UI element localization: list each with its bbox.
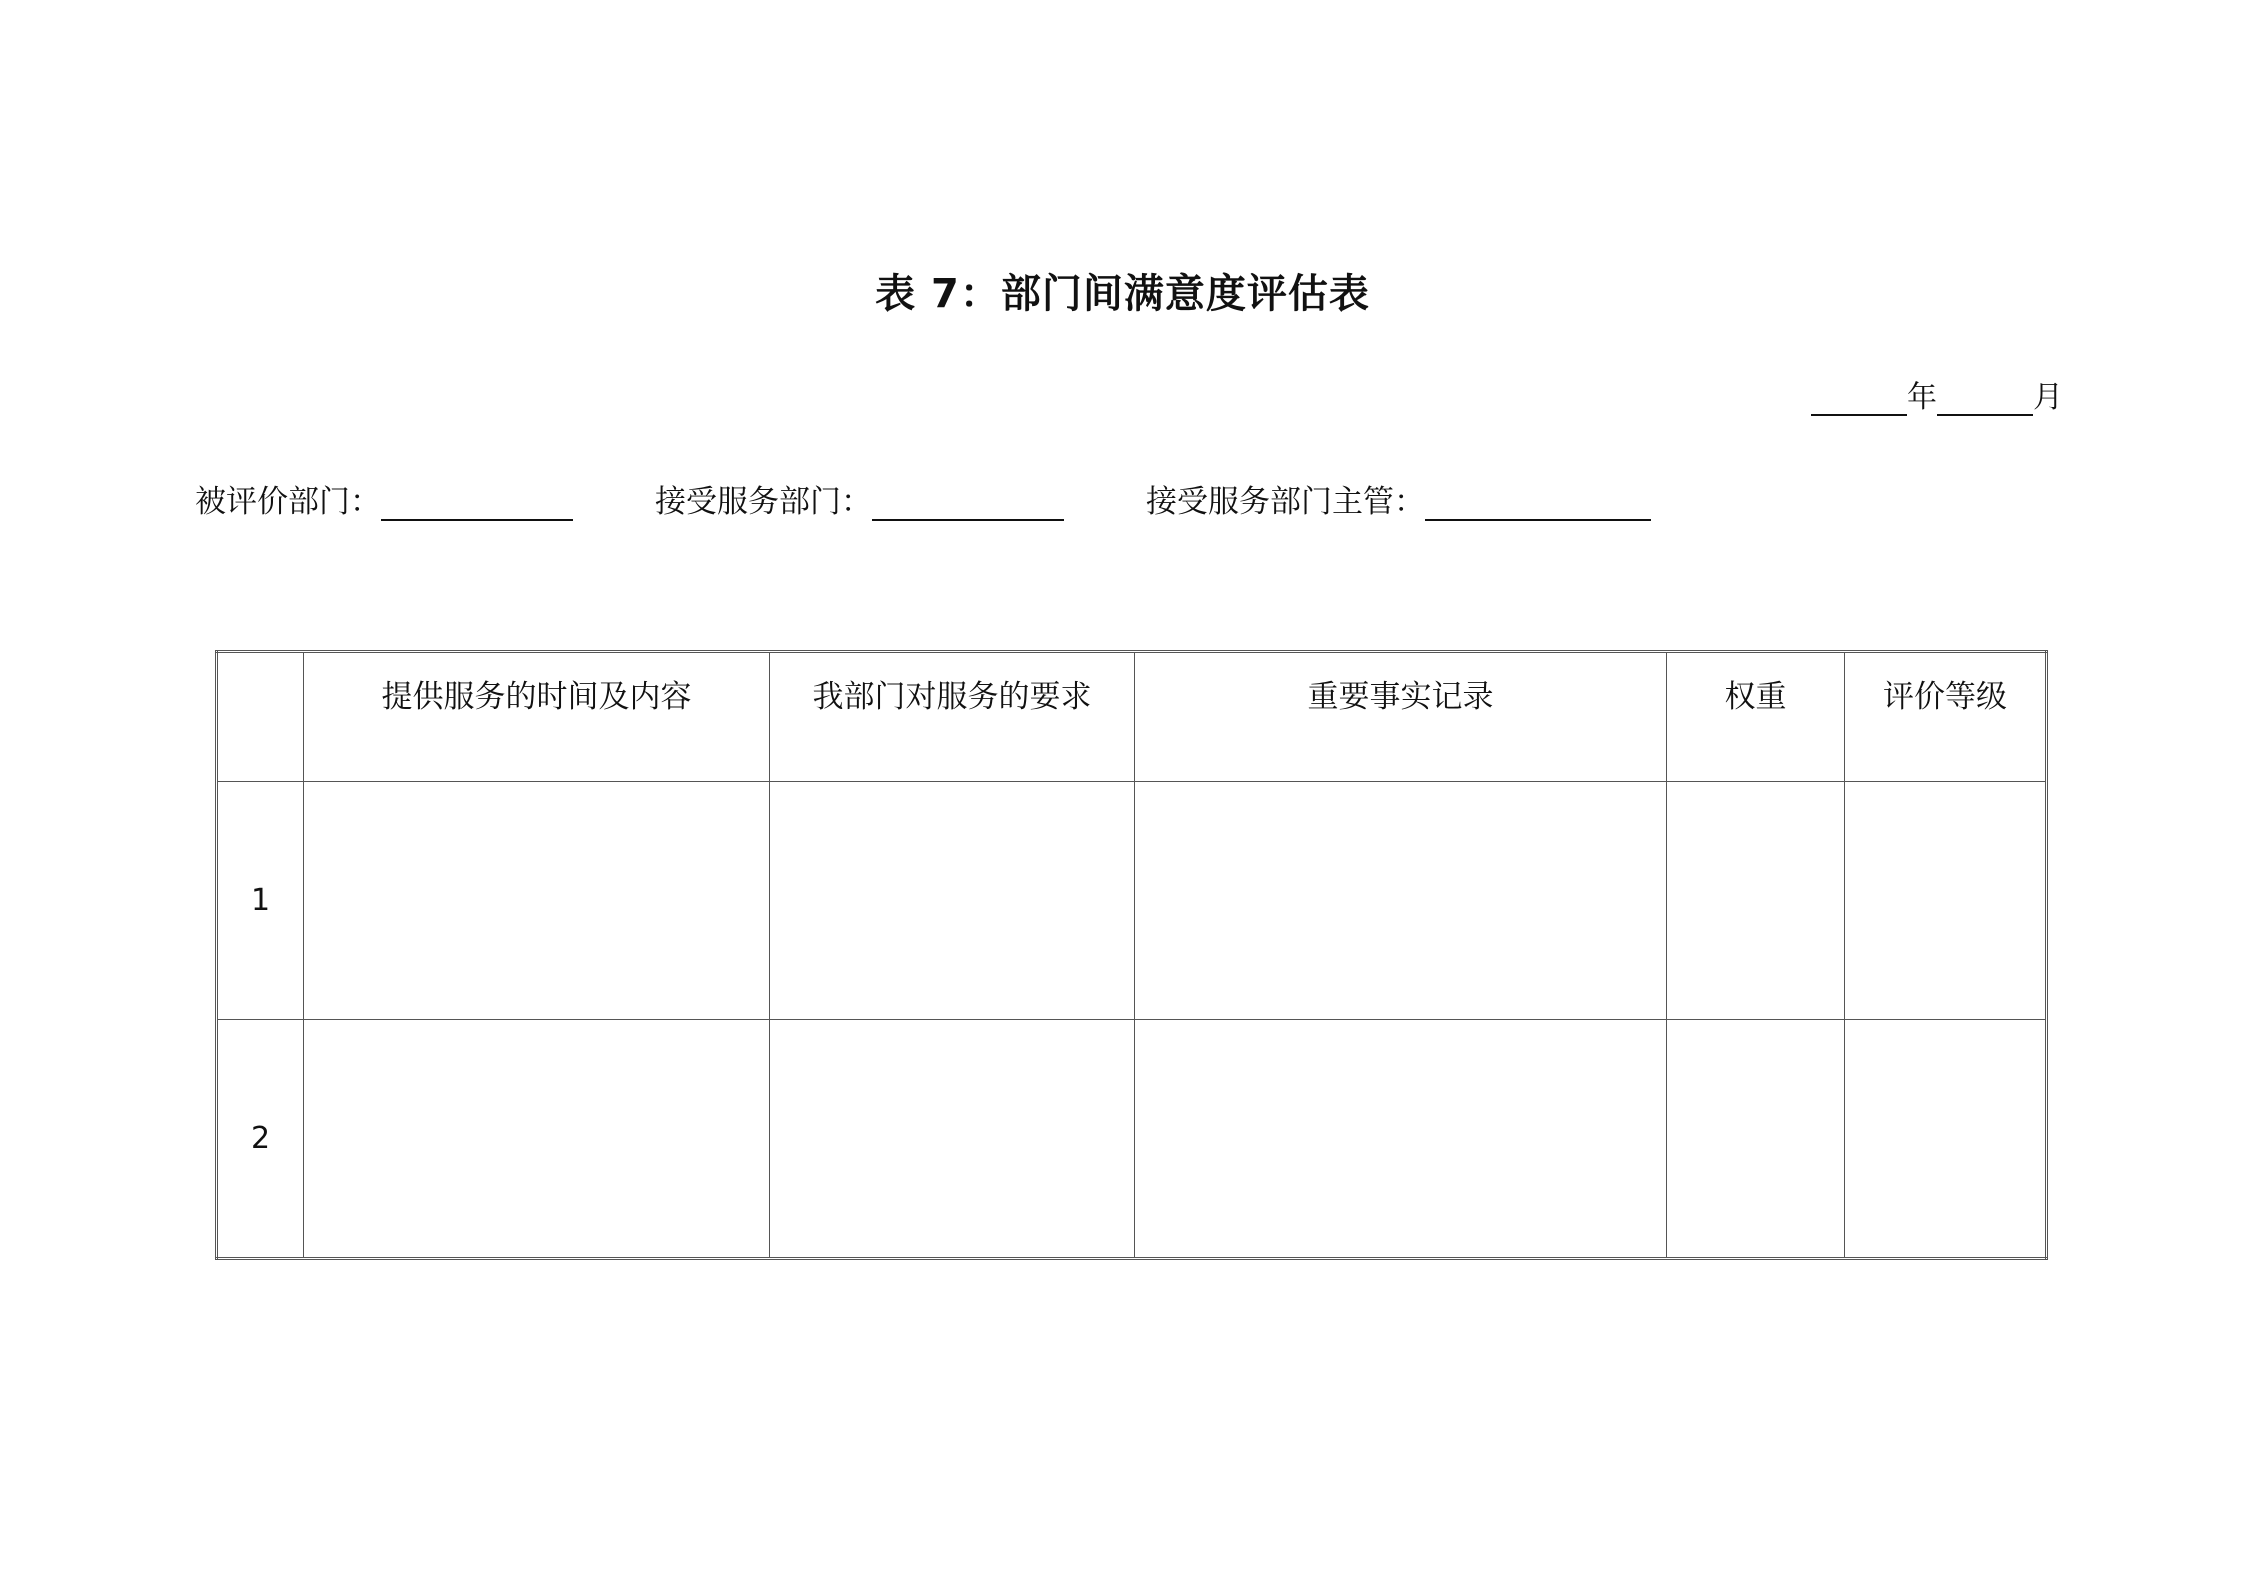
cell-service-time-content[interactable] [304, 782, 770, 1020]
receiving-dept-blank[interactable] [872, 485, 1064, 521]
cell-key-facts[interactable] [1135, 782, 1667, 1020]
row-index: 1 [217, 782, 304, 1020]
header-rating: 评价等级 [1845, 652, 2047, 782]
evaluated-dept-blank[interactable] [381, 485, 573, 521]
year-label: 年 [1907, 380, 1937, 415]
cell-key-facts[interactable] [1135, 1020, 1667, 1259]
cell-service-requirements[interactable] [770, 782, 1135, 1020]
evaluated-dept-label: 被评价部门： [195, 484, 381, 520]
cell-service-requirements[interactable] [770, 1020, 1135, 1259]
cell-weight[interactable] [1667, 782, 1845, 1020]
receiving-dept-field [655, 476, 1064, 521]
evaluated-dept-field [195, 476, 573, 521]
row-index: 2 [217, 1020, 304, 1259]
table-row [217, 782, 2047, 1020]
header-index [217, 652, 304, 782]
cell-weight[interactable] [1667, 1020, 1845, 1259]
date-line [1811, 372, 2063, 416]
info-line [195, 476, 1651, 521]
month-blank[interactable] [1937, 380, 2033, 416]
receiving-dept-label: 接受服务部门： [655, 484, 872, 520]
cell-rating[interactable] [1845, 782, 2047, 1020]
receiving-supervisor-blank[interactable] [1425, 485, 1651, 521]
cell-rating[interactable] [1845, 1020, 2047, 1259]
cell-service-time-content[interactable] [304, 1020, 770, 1259]
receiving-supervisor-field [1146, 476, 1651, 521]
receiving-supervisor-label: 接受服务部门主管： [1146, 484, 1425, 520]
year-blank[interactable] [1811, 380, 1907, 416]
page-title: 表 7：部门间满意度评估表 [875, 271, 1370, 317]
month-label: 月 [2033, 380, 2063, 415]
header-key-facts: 重要事实记录 [1135, 652, 1667, 782]
header-weight: 权重 [1667, 652, 1845, 782]
table-header-row [217, 652, 2047, 782]
header-service-time-content: 提供服务的时间及内容 [304, 652, 770, 782]
header-service-requirements: 我部门对服务的要求 [770, 652, 1135, 782]
evaluation-table [215, 650, 2048, 1260]
table-row [217, 1020, 2047, 1259]
